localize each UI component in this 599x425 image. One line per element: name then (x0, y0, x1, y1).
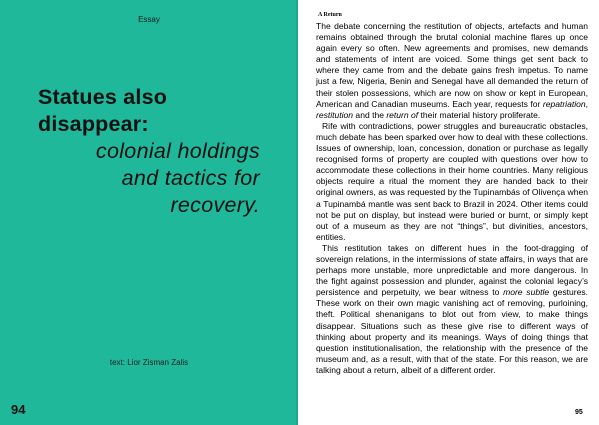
paragraph-text: gestures. These work on their own magic vanishing act of removing, purloining, theft. Political shenanigans to blot out from view, to make things disappear. Situations such as these give rise to different ways of thinking about property and its meanings. Ways of doing things that question institutionalisation, the relationship with the presence of the museum and, as a result, with that of the state. For this reason, we are talking about a return, albeit of a different order. (316, 287, 589, 375)
title-sub-line-2: and tactics for (121, 166, 260, 190)
section-label: Essay (138, 15, 160, 24)
emphasis-text: more subtle (503, 287, 550, 298)
body-paragraph (316, 21, 588, 121)
body-paragraph (316, 243, 588, 376)
paragraph-text: their material history proliferate. (418, 109, 541, 120)
page-number-left: 94 (11, 402, 26, 417)
emphasis-text: return of (386, 109, 419, 120)
paragraph-text: The debate concerning the restitution of objects, artefacts and human remains obtained through the brutal colonial machine flares up once again every so often. New agreements and promises, new demands and statements of intent are voiced. Some things get sent back to where they came from and the debate gains fresh impetus. To name just a few, Nigeria, Benin and Senegal have all demanded the return of their stolen possessions, which are now on show or kept in European, American and Canadian museums. Each year, requests for (316, 21, 588, 109)
emphasis-text: restitution (316, 109, 354, 120)
body-text (316, 21, 588, 376)
title-sub-line-3: recovery. (170, 193, 260, 217)
paragraph-text: This restitution takes on different hues in the foot-dragging of sovereign relations, in the intermissions of state affairs, in ways that are perhaps more unstable, more unpredictable and more dangerous. In the fight against possession and plunder, against the colonial legacy’s persistence and perpetuity, we bear witness to (316, 242, 588, 298)
body-paragraph (316, 121, 588, 243)
page-number-right: 95 (575, 409, 583, 416)
essay-title (38, 84, 260, 219)
section-title: A Return (318, 12, 342, 18)
emphasis-text: repatriation (542, 98, 586, 109)
paragraph-text: and the (353, 109, 387, 120)
title-sub-line-1: colonial holdings (95, 139, 260, 163)
left-page (0, 0, 298, 425)
paragraph-text: Rife with contradictions, power struggles and bureaucratic obstacles, much debate has been sparked over how to deal with these collections. Issues of ownership, loan, concession, donation or purchase as legally recognised forms of property are coupled with questions over how to accommodate these collections in their home countries. Many religious objects require a ritual the moment they are handed back to their original owners, as was requested by the Tupinambás of Olivença when a Tupinambá mantle was sent back to Brazil in 2024. Other items could not be put on display, but instead were buried or burnt, or simply kept out of a museum as they are not “things”, but divinities, ancestors, entities. (316, 120, 588, 242)
title-main-line-1: Statues also (38, 85, 168, 109)
title-main-line-2: disappear: (38, 112, 149, 136)
paragraph-text: , (585, 98, 588, 109)
author-credit: text: Lior Zisman Zalis (109, 358, 189, 367)
